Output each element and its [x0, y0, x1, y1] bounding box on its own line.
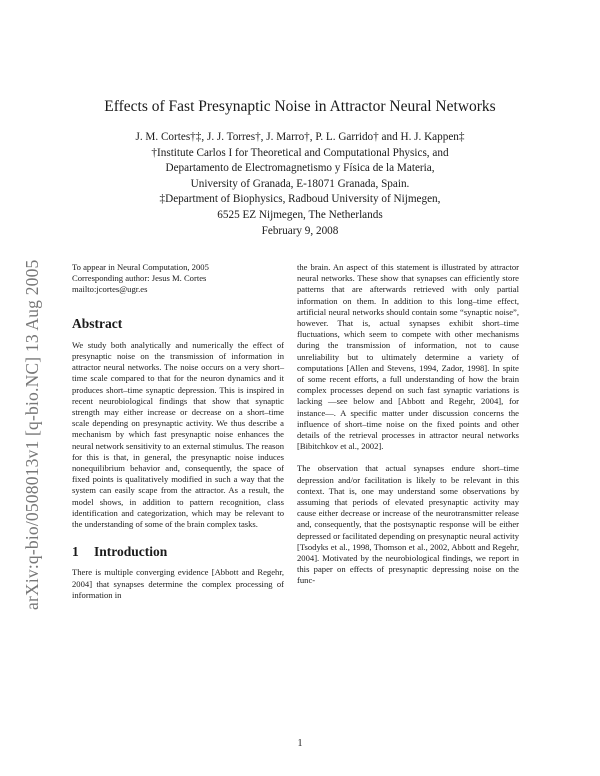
- page-number: 1: [297, 738, 303, 749]
- meta-line: To appear in Neural Computation, 2005: [72, 262, 209, 272]
- affiliation-line: ‡Department of Biophysics, Radboud University of Nijmegen,: [159, 193, 441, 205]
- intro-paragraph: There is multiple converging evidence [Abbott and Regehr, 2004] that synapses determine the complex processing of information in: [72, 567, 284, 600]
- body-paragraph: the brain. An aspect of this statement is illustrated by attractor neural networks. These show that synapses can efficiently store patterns that are afterwards retrieved with only partial information on them. In addition to this long–time effect, artificial neural networks should contain some “synaptic noise”, however. That is, actual synapses exhibit short–time fluctuations, which seem to compete with other mechanisms during the transmission of information, not to cause unreliability but to ultimately determine a variety of computations [Allen and Stevens, 1994, Zador, 1998]. In spite of some recent efforts, a full understanding of how the brain complex processes depend on such fast synaptic variations is lacking —see below and [Abbott and Regehr, 2004], for instance—. A specific matter under discussion concerns the influence of short–time noise on the fixed points and other details of the retrieval processes in attractor neural networks [Bibitchkov et al., 2002].: [297, 262, 519, 452]
- section-number: 1: [72, 544, 79, 560]
- affiliation-line: University of Granada, E-18071 Granada, Spain.: [190, 177, 410, 190]
- abstract-text: We study both analytically and numerically the effect of presynaptic noise on the transmission of information in attractor neural networks. The noise occurs on a very short–time scale compared to that for the neuron dynamics and it produces short–time synaptic depression. This is inspired in recent neurobiological findings that show that synaptic strength may either increase or decrease on a short–time scale depending on presynaptic activity. We thus describe a mechanism by which fast presynaptic noise enhances the neural network sensitivity to an external stimulus. The reason for this is that, in general, the presynaptic noise induces nonequilibrium behavior and, consequently, the space of fixed points is qualitatively modified in such a way that the system can easily scape from the attractor. As a result, the model shows, in addition to pattern recognition, class identification and categorization, which may be relevant to the understanding of some of the brain complex tasks.: [72, 339, 284, 530]
- paper-date: February 9, 2008: [261, 225, 339, 237]
- affiliation-line: Departamento de Electromagnetismo y Física de la Materia,: [165, 162, 435, 174]
- affiliation-line: 6525 EZ Nijmegen, The Netherlands: [217, 208, 383, 221]
- section-title: Introduction: [94, 544, 168, 560]
- section-heading: [72, 544, 284, 560]
- meta-line: Corresponding author: Jesus M. Cortes: [72, 273, 207, 284]
- publication-meta: [72, 262, 284, 296]
- affiliation-line: †Institute Carlos I for Theoretical and Computational Physics, and: [151, 146, 449, 159]
- author-block: [0, 130, 600, 223]
- arxiv-side-label: arXiv:q-bio/0508013v1 [q-bio.NC] 13 Aug 2005: [22, 259, 42, 610]
- right-column: [297, 262, 519, 587]
- abstract-heading: Abstract: [72, 315, 123, 331]
- meta-line: mailto:jcortes@ugr.es: [72, 284, 148, 295]
- author-list: J. M. Cortes†‡, J. J. Torres†, J. Marro†, P. L. Garrido† and H. J. Kappen‡: [135, 131, 465, 143]
- body-paragraph: The observation that actual synapses endure short–time depression and/or facilitation is likely to be relevant in this context. That is, one may understand some observations by assuming that periods of elevated presynaptic activity may cause either decrease or increase of the neurotransmitter release and, consequently, that the postsynaptic response will be either depressed or facilitated depending on presynaptic neural activity [Tsodyks et al., 1998, Thomson et al., 2002, Abbott and Regehr, 2004]. Motivated by the neurobiological findings, we report in this paper on effects of presynaptic depressing noise on the func-: [297, 463, 519, 586]
- left-column: [72, 262, 284, 601]
- paper-title: Effects of Fast Presynaptic Noise in Attractor Neural Networks: [104, 98, 496, 115]
